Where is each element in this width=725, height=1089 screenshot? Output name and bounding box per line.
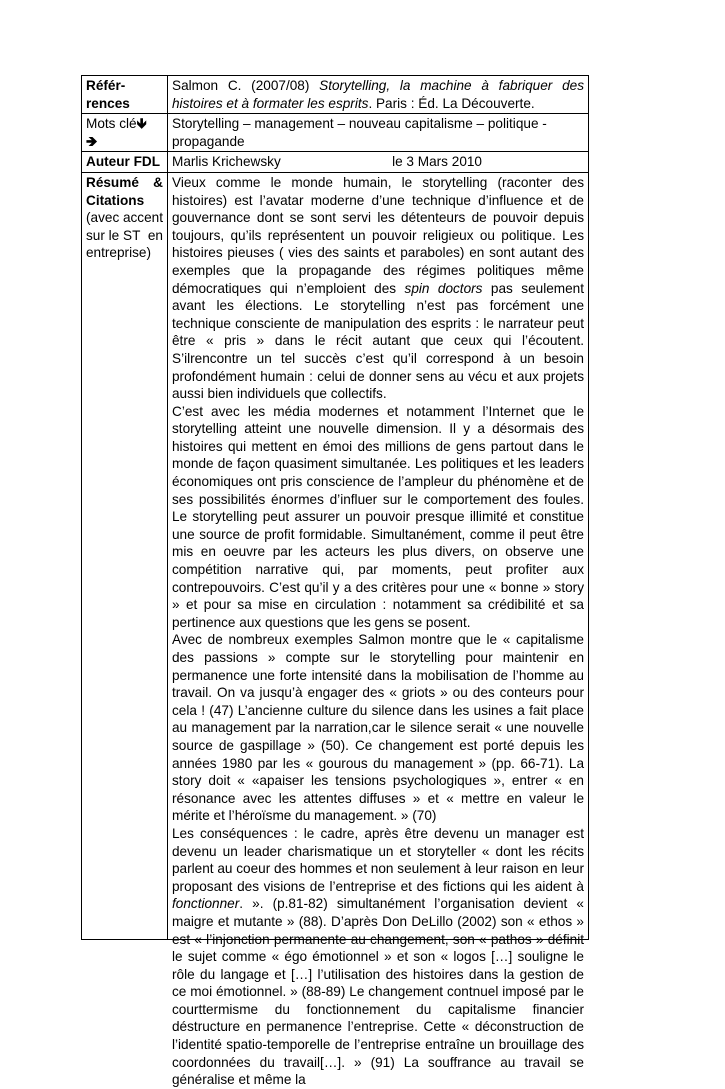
summary-p1-text-b: pas seulement avant les élections. Le storytelling n’est pas forcément une technique consciente de manipulation des esprits : le narrateur peut être « pris » dans le récit autant que ceux qui l’écoutent. S’ilrencontre un tel succès c’est qu’il correspond à un besoin profondément humain : celui de donner sens au vécu et aux projets aussi bien individuels que collectifs. — [172, 280, 584, 402]
summary-p4-text-a: Les conséquences : le cadre, après être devenu un manager est devenu un leader charismatique un et storyteller « dont les récits parlent au coeur des hommes et non seulement à leur raison en leur proposant des visions de l’entreprise et des fictions qui les aident à — [172, 825, 584, 894]
summary-label-ampersand: & — [153, 174, 163, 190]
summary-text — [172, 174, 584, 1088]
reference-author-year: Salmon C. (2007/08) — [172, 78, 320, 93]
summary-label-sur-le-st: sur le ST — [86, 227, 141, 243]
summary-label-resume: Résumé — [86, 174, 139, 190]
keywords-label-cell — [82, 114, 168, 152]
author-value — [168, 152, 589, 173]
summary-row — [82, 172, 589, 939]
references-row — [82, 76, 589, 114]
summary-p4-text-b: . ». (p.81-82) simultanément l’organisation devient « maigre et mutante » (88). D’après Don DeLillo (2002) son « ethos » est « l’injonction permanente au changement, son « pathos » définit le sujet comme « égo émotionnel » et son « logos […] souligne le rôle du langage et […] l’utilisation des histoires dans la gestion de ce moi émotionnel. » (88-89) Le changement contnuel imposé par le courttermisme du fonctionnement du capitalisme financier déstructure en permanence l’entreprise. Cette « déconstruction de l’identité spatio-temporelle de l’entreprise entraîne un brouillage des coordonnées du travail[…]. » (91) La souffrance au travail se généralise et même la — [172, 896, 584, 1088]
keywords-value: Storytelling – management – nouveau capitalisme – politique - propagande — [168, 114, 589, 152]
reference-book-title: Storytelling, la machine à fabriquer des histoires et à formater les esprits — [172, 78, 584, 111]
summary-p1-text-a: Vieux comme le monde humain, le storytelling (raconter des histoires) est l’avatar moderne d’une technique d’influence et de gouvernance dont se sont servi les détenteurs de pouvoir depuis toujours, qu’ils représentent un pouvoir religieux ou politique. Les histoires pieuses ( vies des saints et paraboles) en sont autant des exemples que la propagande des régimes politiques même démocratiques qui n’emploient des — [172, 174, 584, 296]
references-value — [168, 76, 589, 114]
summary-paragraph-2: C’est avec les média modernes et notamment l’Internet que le storytelling atteint une nouvelle dimension. Il y a désormais des histoires qui mettent en émoi des millions de gens partout dans le monde de façon quasiment simultanée. Les politiques et les leaders économiques ont pris conscience de l’ampleur du phénomène et de ses possibilités énormes d’influer sur le comportement des foules. Le storytelling peut assurer un pouvoir presque illimité et constitue une source de profit formidable. Simultanément, comme il peut être mis en oeuvre par les acteurs les plus divers, on observe une compétition narrative qui, par moments, peut profiter aux contrepouvoirs. C’est qu’il y a des critères pour une « bonne » story » et pour sa mise en circulation : notamment sa crédibilité et sa pertinence aux questions que les gens se posent. — [172, 403, 584, 630]
author-row — [82, 152, 589, 173]
summary-value — [168, 172, 589, 1088]
summary-paragraph-4 — [172, 825, 584, 1089]
summary-label-cell — [82, 172, 168, 939]
author-name: Marlis Krichewsky — [172, 154, 281, 170]
keywords-label: Mots clé — [86, 116, 137, 132]
down-right-arrows-icon: 🡻 🡺 — [86, 115, 148, 149]
reading-sheet-table — [81, 75, 589, 1088]
summary-paragraph-3: Avec de nombreux exemples Salmon montre que le « capitalisme des passions » compte sur le storytelling pour maintenir en permanence une forte intensité dans la mobilisation de l’homme au travail. On va jusqu’à engager des « griots » ou des conteurs pour cela ! (47) L’ancienne culture du silence dans les usines a fait place au management par la narration,car le silence serait « une nouvelle source de gaspillage » (50). Ce changement est porté depuis les années 1980 par les « gourous du management » (pp. 66-71). La story doit « «apaiser les tensions psychologiques », entrer « en résonance avec les attentes diffuses » et « mettre en valeur le mérite et l’héroïsme du management. » (70) — [172, 632, 584, 824]
reference-publisher: . Paris : Éd. La Découverte. — [368, 95, 535, 111]
summary-label-avec: (avec — [86, 210, 120, 226]
summary-label-en: en — [147, 227, 163, 243]
keywords-row — [82, 114, 589, 152]
references-label: Référ-rences — [82, 76, 168, 114]
author-date: le 3 Mars 2010 — [392, 154, 482, 170]
summary-label-accent: accent — [122, 210, 163, 226]
summary-p4-emphasis: fonctionner — [172, 896, 240, 912]
summary-paragraph-1 — [172, 174, 584, 403]
summary-p1-emphasis: spin doctors — [404, 280, 483, 296]
author-label: Auteur FDL — [82, 152, 168, 173]
summary-label-citations: Citations — [86, 192, 145, 208]
summary-label-entreprise: entreprise) — [86, 245, 151, 261]
